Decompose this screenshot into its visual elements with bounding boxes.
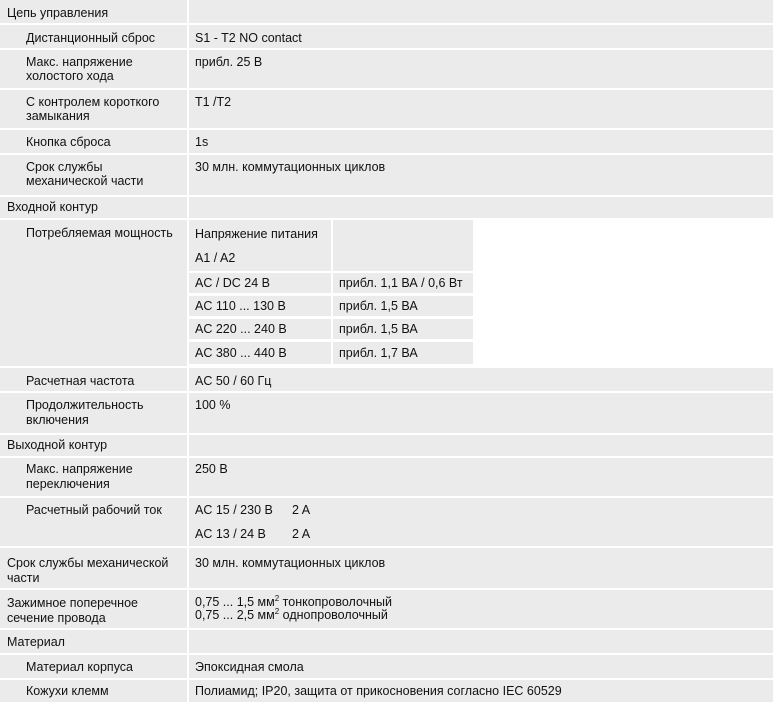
terminal-covers-label: Кожухи клемм <box>26 684 109 698</box>
duty-cycle-value: 100 % <box>195 398 231 412</box>
mech-life-label-line1: Срок службы <box>26 160 103 174</box>
voltage-row-1: AC / DC 24 В <box>195 276 271 290</box>
rated-frequency-value: AC 50 / 60 Гц <box>195 374 272 388</box>
wire-fine-strand-value: 0,75 ... 1,5 $мм^2$ тонкопроволочный <box>195 594 393 609</box>
section-heading-output-circuit: Выходной контур <box>7 438 108 452</box>
max-idle-voltage-label-line1: Макс. напряжение <box>26 55 133 69</box>
section-heading-material: Материал <box>7 635 65 649</box>
voltage-row-2: AC 110 ... 130 В <box>195 299 286 313</box>
section-header-value-cell <box>189 0 773 25</box>
remote-reset-label: Дистанционный сброс <box>26 31 156 45</box>
duty-cycle-label-line1: Продолжительность <box>26 398 144 412</box>
max-idle-voltage-value: прибл. 25 В <box>195 55 263 69</box>
utilization-category-row-1: AC 15 / 230 В <box>195 503 273 517</box>
wire-cross-section-label-line2: сечение провода <box>7 611 106 625</box>
row-value-cell <box>189 458 773 498</box>
mech-life-value: 30 млн. коммутационных циклов <box>195 160 386 174</box>
short-circuit-label-line2: замыкания <box>26 109 90 123</box>
current-row-1: 2 A <box>292 503 311 517</box>
section-heading-input-circuit: Входной контур <box>7 200 98 214</box>
duty-cycle-label-line2: включения <box>26 413 89 427</box>
supply-voltage-header-line2: A1 / A2 <box>195 251 236 265</box>
housing-material-value: Эпоксидная смола <box>195 660 304 674</box>
power-consumption-label: Потребляемая мощность <box>26 226 173 240</box>
wire-cross-section-label-line1: Зажимное поперечное <box>7 596 138 610</box>
wire-solid-value: 0,75 ... 2,5 $мм^2$ однопроволочный <box>195 607 388 622</box>
voltage-row-4: AC 380 ... 440 В <box>195 346 287 360</box>
section-heading-control-circuit: Цепь управления <box>7 6 109 20</box>
power-row-1: прибл. 1,1 ВА / 0,6 Вт <box>339 276 463 290</box>
row-label-cell <box>0 220 187 368</box>
housing-material-label: Материал корпуса <box>26 660 134 674</box>
power-row-4: прибл. 1,7 ВА <box>339 346 418 360</box>
power-row-3: прибл. 1,5 ВА <box>339 322 418 336</box>
short-circuit-value: T1 /T2 <box>195 95 232 109</box>
section-header-value-cell <box>189 630 773 655</box>
max-switching-voltage-value: 250 В <box>195 462 228 476</box>
section-header-value-cell <box>189 435 773 458</box>
mech-life-total-label-line2: части <box>7 571 40 585</box>
remote-reset-value: S1 - T2 NO contact <box>195 31 302 45</box>
power-row-2: прибл. 1,5 ВА <box>339 299 418 313</box>
max-idle-voltage-label-line2: холостого хода <box>26 69 114 83</box>
reset-button-value: 1s <box>195 135 209 149</box>
row-value-cell <box>189 368 773 393</box>
supply-voltage-header-line1: Напряжение питания <box>195 227 318 241</box>
row-value-cell <box>189 498 773 548</box>
reset-button-label: Кнопка сброса <box>26 135 111 149</box>
rated-frequency-label: Расчетная частота <box>26 374 135 388</box>
max-switching-voltage-label-line1: Макс. напряжение <box>26 462 133 476</box>
utilization-category-row-2: AC 13 / 24 В <box>195 527 266 541</box>
mech-life-label-line2: механической части <box>26 174 144 188</box>
max-switching-voltage-label-line2: переключения <box>26 477 110 491</box>
rated-current-label: Расчетный рабочий ток <box>26 503 162 517</box>
power-header-cell <box>333 220 473 271</box>
row-value-cell <box>189 130 773 155</box>
short-circuit-label-line1: С контролем короткого <box>26 95 160 109</box>
row-value-cell <box>189 50 773 90</box>
row-value-cell <box>189 90 773 130</box>
terminal-covers-value: Полиамид; IP20, защита от прикосновения согласно IEC 60529 <box>195 684 562 698</box>
voltage-row-3: AC 220 ... 240 В <box>195 322 287 336</box>
mech-life-total-value: 30 млн. коммутационных циклов <box>195 556 386 570</box>
row-value-cell <box>189 393 773 435</box>
current-row-2: 2 A <box>292 527 311 541</box>
section-header-value-cell <box>189 197 773 220</box>
mech-life-total-label-line1: Срок службы механической <box>7 556 169 570</box>
